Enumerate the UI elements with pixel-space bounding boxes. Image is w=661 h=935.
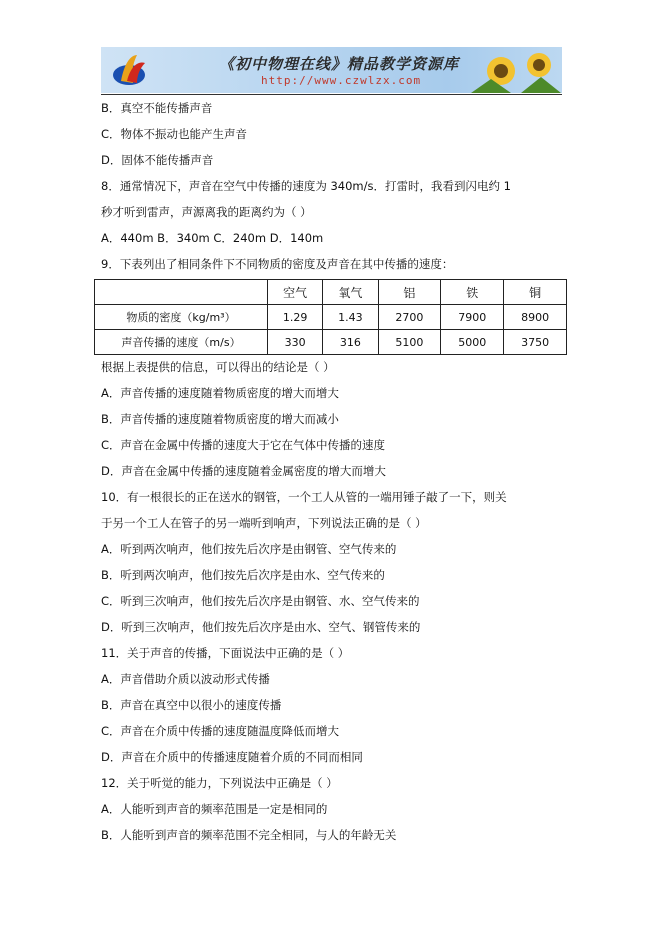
table-header-cell	[95, 280, 268, 305]
option-b-q11: B．声音在真空中以很小的速度传播	[101, 698, 282, 712]
table-header-cell: 氧气	[323, 280, 378, 305]
table-cell: 1.43	[323, 305, 378, 330]
table-cell: 3750	[504, 330, 567, 355]
option-c-q11: C．声音在介质中传播的速度随温度降低而增大	[101, 724, 340, 738]
banner-url: http://www.czwlzx.com	[261, 74, 422, 87]
question-9-prompt: 根据上表提供的信息，可以得出的结论是（ ）	[101, 360, 335, 374]
table-row	[95, 330, 567, 355]
table-cell: 2700	[378, 305, 441, 330]
question-8-options: A．440m B．340m C．240m D．140m	[101, 231, 324, 245]
option-b-q10: B．听到两次响声，他们按先后次序是由水、空气传来的	[101, 568, 385, 582]
question-8-line2: 秒才听到雷声，声源离我的距离约为（ ）	[101, 205, 312, 219]
option-b-q7: B．真空不能传播声音	[101, 101, 213, 115]
option-c-q7: C．物体不振动也能产生声音	[101, 127, 248, 141]
table-header-cell: 铝	[378, 280, 441, 305]
option-d-q7: D．固体不能传播声音	[101, 153, 214, 167]
option-a-q12: A．人能听到声音的频率范围是一定是相同的	[101, 802, 328, 816]
table-header-cell: 铁	[441, 280, 504, 305]
banner-title: 《初中物理在线》精品教学资源库	[219, 55, 460, 73]
table-row	[95, 305, 567, 330]
table-cell: 物质的密度（kg/m³）	[95, 305, 268, 330]
question-12-stem: 12．关于听觉的能力，下列说法中正确是（ ）	[101, 776, 338, 790]
option-b-q9: B．声音传播的速度随着物质密度的增大而减小	[101, 412, 339, 426]
table-cell: 8900	[504, 305, 567, 330]
table-header-cell: 空气	[268, 280, 323, 305]
table-cell: 声音传播的速度（m/s）	[95, 330, 268, 355]
question-10-line2: 于另一个工人在管子的另一端听到响声，下列说法正确的是（ ）	[101, 516, 427, 530]
option-d-q10: D．听到三次响声，他们按先后次序是由水、空气、钢管传来的	[101, 620, 421, 634]
option-c-q10: C．听到三次响声，他们按先后次序是由钢管、水、空气传来的	[101, 594, 420, 608]
header-banner	[101, 47, 562, 93]
table-cell: 316	[323, 330, 378, 355]
site-logo-icon	[111, 51, 151, 89]
option-d-q11: D．声音在介质中的传播速度随着介质的不同而相同	[101, 750, 363, 764]
option-c-q9: C．声音在金属中传播的速度大于它在气体中传播的速度	[101, 438, 386, 452]
question-10-line1: 10．有一根很长的正在送水的钢管，一个工人从管的一端用锤子敲了一下，则关	[101, 490, 507, 504]
table-cell: 330	[268, 330, 323, 355]
option-b-q12: B．人能听到声音的频率范围不完全相同，与人的年龄无关	[101, 828, 397, 842]
table-cell: 5100	[378, 330, 441, 355]
question-11-stem: 11．关于声音的传播，下面说法中正确的是（ ）	[101, 646, 350, 660]
header-divider	[101, 94, 562, 95]
density-speed-table	[94, 279, 567, 355]
question-9-stem: 9．下表列出了相同条件下不同物质的密度及声音在其中传播的速度：	[101, 257, 454, 271]
table-cell: 5000	[441, 330, 504, 355]
sunflower-icon	[471, 49, 561, 93]
table-header-row	[95, 280, 567, 305]
option-d-q9: D．声音在金属中传播的速度随着金属密度的增大而增大	[101, 464, 386, 478]
table-header-cell: 铜	[504, 280, 567, 305]
option-a-q10: A．听到两次响声，他们按先后次序是由钢管、空气传来的	[101, 542, 397, 556]
option-a-q11: A．声音借助介质以波动形式传播	[101, 672, 270, 686]
question-8-line1: 8．通常情况下，声音在空气中传播的速度为 340m/s．打雷时，我看到闪电约 1	[101, 179, 511, 193]
table-cell: 7900	[441, 305, 504, 330]
table-cell: 1.29	[268, 305, 323, 330]
option-a-q9: A．声音传播的速度随着物质密度的增大而增大	[101, 386, 339, 400]
